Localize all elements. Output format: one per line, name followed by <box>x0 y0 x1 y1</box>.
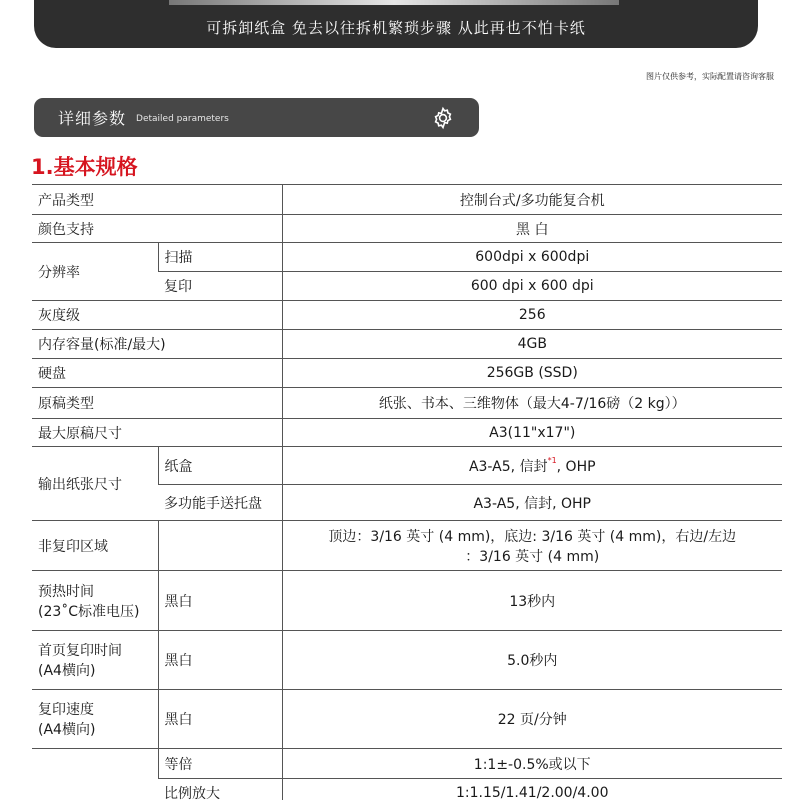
table-row <box>32 243 782 272</box>
spec-value: 控制台式/多功能复合机 <box>282 185 782 215</box>
spec-sublabel: 纸盒 <box>158 447 282 485</box>
banner-text: 可拆卸纸盒 免去以往拆机繁琐步骤 从此再也不怕卡纸 <box>206 19 586 37</box>
spec-sublabel-empty <box>158 521 282 571</box>
params-subtitle: Detailed parameters <box>136 114 229 124</box>
spec-label: 分辨率 <box>32 243 158 301</box>
spec-value: A3-A5, 信封, OHP <box>282 485 782 521</box>
spec-label-line: 复印速度 <box>38 702 94 718</box>
product-image-edge <box>169 0 619 5</box>
spec-value: 黑 白 <box>282 215 782 243</box>
table-row <box>32 301 782 330</box>
footnote-marker: *1 <box>547 455 557 465</box>
spec-value <box>282 447 782 485</box>
tray-value-b: , OHP <box>556 458 596 475</box>
spec-label: 产品类型 <box>32 185 282 215</box>
table-row <box>32 690 782 749</box>
spec-value: 5.0秒内 <box>282 631 782 690</box>
spec-table <box>32 184 782 800</box>
spec-label-line: (A4横向) <box>38 722 96 738</box>
table-row <box>32 359 782 388</box>
section-title: 1.基本规格 <box>31 155 138 179</box>
spec-value: 22 页/分钟 <box>282 690 782 749</box>
spec-label-line: (23˚C标准电压) <box>38 603 140 620</box>
spec-value: 1:1±-0.5%或以下 <box>282 749 782 779</box>
spec-label <box>32 631 158 690</box>
spec-sublabel: 复印 <box>158 272 282 301</box>
table-row <box>32 631 782 690</box>
table-row <box>32 388 782 419</box>
spec-label: 硬盘 <box>32 359 282 388</box>
spec-label-line: (A4横向) <box>38 663 96 679</box>
table-row <box>32 749 782 779</box>
spec-label: 颜色支持 <box>32 215 282 243</box>
spec-label <box>32 571 158 631</box>
table-row <box>32 571 782 631</box>
spec-value: A3(11"x17") <box>282 419 782 447</box>
spec-sublabel: 扫描 <box>158 243 282 272</box>
spec-value: 13秒内 <box>282 571 782 631</box>
spec-label: 最大原稿尺寸 <box>32 419 282 447</box>
top-banner <box>34 0 758 48</box>
spec-label-line: 预热时间 <box>38 583 94 600</box>
spec-value: 600dpi x 600dpi <box>282 243 782 272</box>
spec-label: 输出纸张尺寸 <box>32 447 158 521</box>
table-row <box>32 185 782 215</box>
spec-value-line: 顶边：3/16 英寸 (4 mm)，底边: 3/16 英寸 (4 mm)，右边/左边 <box>328 528 737 545</box>
spec-value <box>282 521 782 571</box>
image-disclaimer: 图片仅供参考，实际配置请咨询客服 <box>646 72 774 81</box>
gear-icon <box>431 106 455 130</box>
spec-label: 非复印区域 <box>32 521 158 571</box>
spec-label: 原稿类型 <box>32 388 282 419</box>
spec-label-empty <box>32 749 158 800</box>
spec-sublabel: 等倍 <box>158 749 282 779</box>
spec-value: 4GB <box>282 330 782 359</box>
spec-sublabel: 黑白 <box>158 571 282 631</box>
tray-value-a: A3-A5, 信封 <box>468 458 548 475</box>
spec-label-line: 首页复印时间 <box>38 643 122 659</box>
spec-label <box>32 690 158 749</box>
spec-label: 内存容量(标准/最大) <box>32 330 282 359</box>
spec-value: 256GB (SSD) <box>282 359 782 388</box>
table-row <box>32 330 782 359</box>
spec-sublabel: 比例放大 <box>158 779 282 800</box>
table-row <box>32 419 782 447</box>
spec-value: 纸张、书本、三维物体（最大4-7/16磅（2 kg）） <box>282 388 782 419</box>
params-title: 详细参数 <box>58 109 127 128</box>
spec-label: 灰度级 <box>32 301 282 330</box>
spec-sublabel: 多功能手送托盘 <box>158 485 282 521</box>
table-row <box>32 447 782 485</box>
spec-value: 1:1.15/1.41/2.00/4.00 <box>282 779 782 800</box>
table-row <box>32 215 782 243</box>
spec-value-line: ：3/16 英寸 (4 mm) <box>465 548 600 565</box>
params-header <box>34 98 479 137</box>
spec-value: 600 dpi x 600 dpi <box>282 272 782 301</box>
table-row <box>32 521 782 571</box>
spec-sublabel: 黑白 <box>158 631 282 690</box>
spec-value: 256 <box>282 301 782 330</box>
spec-sublabel: 黑白 <box>158 690 282 749</box>
